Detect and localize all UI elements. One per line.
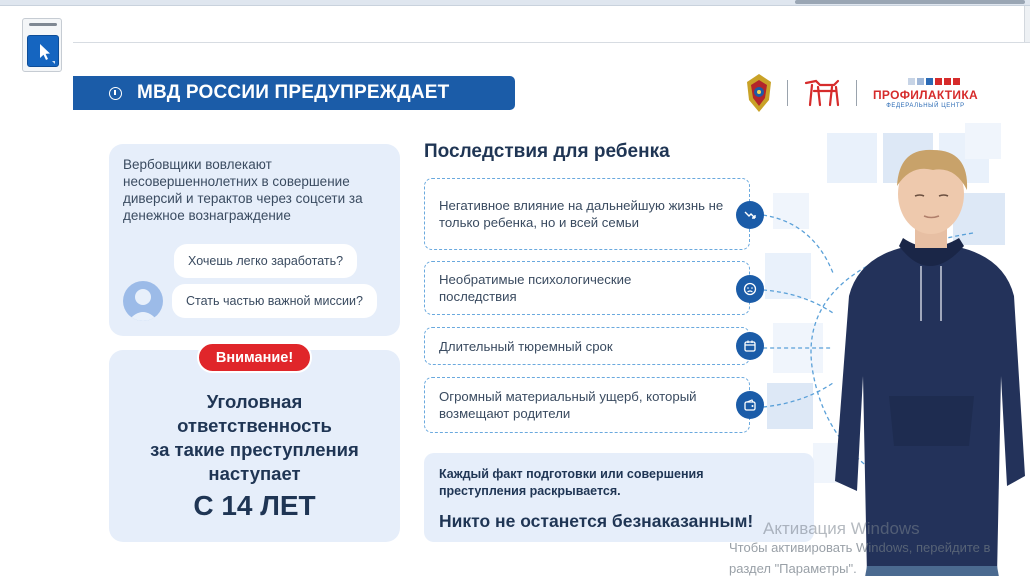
chat-card-lead: Вербовщики вовлекают несовершеннолетних в совершение диверсий и терактов через соцсети за денежное вознаграждение	[123, 157, 363, 223]
browser-top-strip	[0, 0, 1030, 6]
consequences-title: Последствия для ребенка	[424, 141, 670, 162]
slide-title: МВД РОССИИ ПРЕДУПРЕЖДАЕТ	[137, 82, 450, 103]
avatar	[123, 281, 163, 321]
grip-handle[interactable]	[29, 23, 57, 26]
activation-watermark-title: Активация Windows	[763, 519, 920, 538]
profilaktika-logo	[873, 78, 978, 109]
profilaktika-subtitle: ФЕДЕРАЛЬНЫЙ ЦЕНТР	[886, 102, 965, 109]
horse-logo-icon	[802, 77, 842, 109]
user-silhouette-icon	[123, 281, 163, 321]
pointer-tool-button[interactable]	[27, 35, 59, 67]
wallet-icon	[736, 391, 764, 419]
warning-card	[109, 350, 400, 542]
chat-bubble: Хочешь легко заработать?	[174, 244, 357, 278]
consequence-item: Длительный тюремный срок	[424, 327, 750, 365]
info-icon	[109, 87, 122, 100]
logo-color-squares	[908, 78, 960, 85]
warning-age: С 14 ЛЕТ	[193, 490, 316, 521]
tool-palette	[22, 18, 62, 72]
cursor-arrow-icon	[28, 36, 60, 68]
activation-watermark-line: раздел "Параметры".	[729, 561, 857, 576]
logo-group	[745, 71, 978, 115]
bottom-message-emphasis: Никто не останется безнаказанным!	[439, 511, 754, 531]
title-banner	[73, 76, 515, 110]
chat-bubble: Стать частью важной миссии?	[172, 284, 377, 318]
activation-watermark-line: Чтобы активировать Windows, перейдите в	[729, 540, 991, 555]
trend-down-icon	[736, 201, 764, 229]
consequence-item: Необратимые психологические последствия	[424, 261, 750, 315]
consequence-item: Негативное влияние на дальнейшую жизнь не только ребенка, но и всей семьи	[424, 178, 750, 250]
teen-in-hoodie-image	[829, 146, 1030, 576]
bottom-message-card	[424, 453, 814, 542]
mvd-emblem-icon	[745, 72, 773, 114]
warning-badge: Внимание!	[197, 342, 312, 373]
consequence-item: Огромный материальный ущерб, который возмещают родители	[424, 377, 750, 433]
bottom-message-text: Каждый факт подготовки или совершения преступления раскрывается.	[439, 467, 704, 498]
logo-divider	[787, 80, 788, 106]
presentation-slide	[73, 42, 1030, 576]
logo-divider	[856, 80, 857, 106]
profilaktika-name: ПРОФИЛАКТИКА	[873, 87, 978, 102]
recruiter-chat-card	[109, 144, 400, 336]
warning-text: Уголовная ответственность за такие преступления наступает	[150, 391, 359, 484]
sad-face-icon	[736, 275, 764, 303]
scroll-indicator	[795, 0, 1025, 4]
calendar-icon	[736, 332, 764, 360]
